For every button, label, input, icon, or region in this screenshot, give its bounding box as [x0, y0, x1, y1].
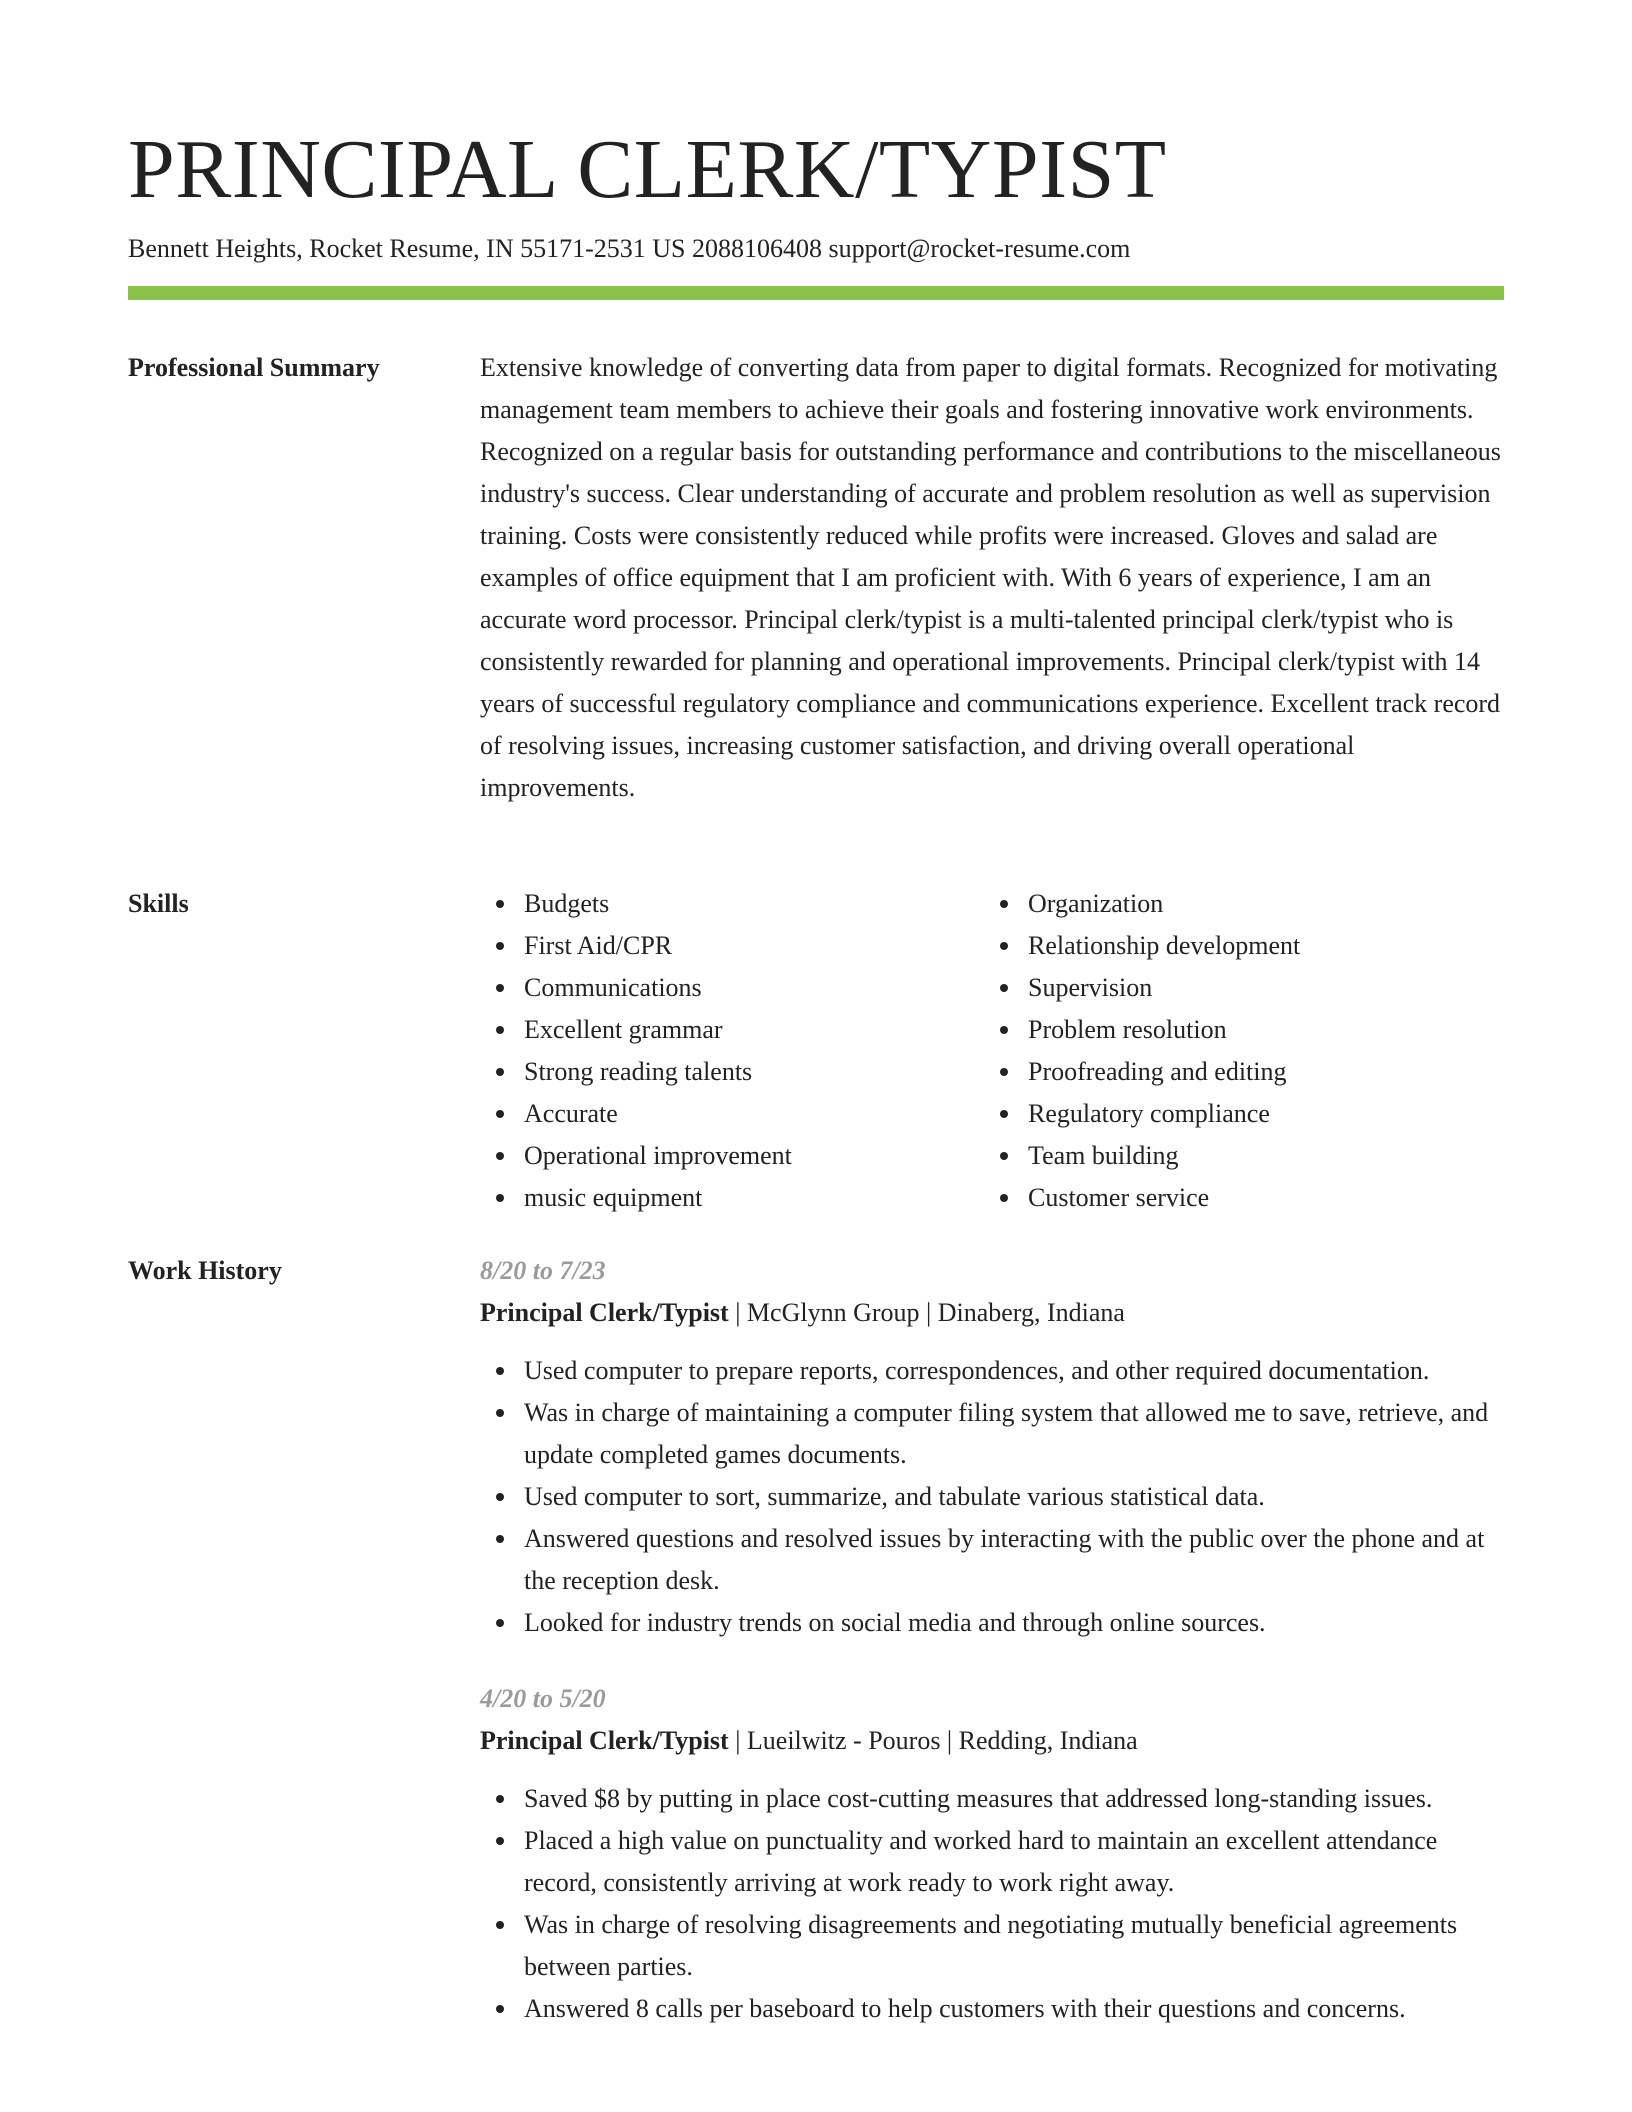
job-details: | McGlynn Group | Dinaberg, Indiana: [728, 1298, 1125, 1327]
job-entry: [480, 1678, 1504, 2030]
job-dates: 8/20 to 7/23: [480, 1256, 606, 1285]
skills-list-left: [480, 883, 984, 1219]
job-bullet: Answered questions and resolved issues by interacting with the public over the phone and at the reception desk.: [524, 1518, 1504, 1602]
summary-body: [480, 347, 1504, 809]
job-bullet: Answered 8 calls per baseboard to help customers with their questions and concerns.: [524, 1988, 1504, 2030]
skills-body: [480, 883, 1504, 1219]
skill-item: Problem resolution: [1028, 1009, 1488, 1051]
job-title: Principal Clerk/Typist: [480, 1726, 729, 1755]
job-bullet-list: [480, 1350, 1504, 1644]
job-bullet: Looked for industry trends on social media and through online sources.: [524, 1602, 1504, 1644]
skill-item: Accurate: [524, 1093, 984, 1135]
header-divider: [128, 286, 1504, 300]
contact-line: Bennett Heights, Rocket Resume, IN 55171-2531 US 2088106408 support@rocket-resume.com: [128, 234, 1131, 263]
job-bullet: Used computer to sort, summarize, and tabulate various statistical data.: [524, 1476, 1504, 1518]
summary-text: Extensive knowledge of converting data from paper to digital formats. Recognized for motivating management team members to achieve their goals and fostering innovative work environments. Recognized on a regular basis for outstanding performance and contributions to the miscellaneous industry's success. Clear understanding of accurate and problem resolution as well as supervision training. Costs were consistently reduced while profits were increased. Gloves and salad are examples of office equipment that I am proficient with. With 6 years of experience, I am an accurate word processor. Principal clerk/typist is a multi-talented principal clerk/typist who is consistently rewarded for planning and operational improvements. Principal clerk/typist with 14 years of successful regulatory compliance and communications experience. Excellent track record of resolving issues, increasing customer satisfaction, and driving overall operational improvements.: [480, 353, 1501, 802]
work-history-title: Work History: [128, 1256, 282, 1285]
skill-item: First Aid/CPR: [524, 925, 984, 967]
skill-item: Proofreading and editing: [1028, 1051, 1488, 1093]
skill-item: Excellent grammar: [524, 1009, 984, 1051]
skill-item: Operational improvement: [524, 1135, 984, 1177]
skill-item: Relationship development: [1028, 925, 1488, 967]
skill-item: Customer service: [1028, 1177, 1488, 1219]
skills-list-right: [984, 883, 1488, 1219]
job-bullet: Used computer to prepare reports, correspondences, and other required documentation.: [524, 1350, 1504, 1392]
skill-item: Supervision: [1028, 967, 1488, 1009]
job-bullet-list: [480, 1778, 1504, 2030]
summary-title: Professional Summary: [128, 353, 380, 382]
job-bullet: Was in charge of maintaining a computer filing system that allowed me to save, retrieve, and update completed games documents.: [524, 1392, 1504, 1476]
skill-item: Strong reading talents: [524, 1051, 984, 1093]
job-title-line: [480, 1720, 1504, 1762]
skill-item: Team building: [1028, 1135, 1488, 1177]
job-dates: 4/20 to 5/20: [480, 1684, 606, 1713]
resume-name-heading: PRINCIPAL CLERK/TYPIST: [128, 123, 1167, 216]
skills-title: Skills: [128, 889, 189, 918]
skill-item: Budgets: [524, 883, 984, 925]
work-history-body: [480, 1250, 1504, 2064]
skill-item: music equipment: [524, 1177, 984, 1219]
job-bullet: Saved $8 by putting in place cost-cutting measures that addressed long-standing issues.: [524, 1778, 1504, 1820]
job-bullet: Placed a high value on punctuality and worked hard to maintain an excellent attendance record, consistently arriving at work ready to work right away.: [524, 1820, 1504, 1904]
job-bullet: Was in charge of resolving disagreements and negotiating mutually beneficial agreements between parties.: [524, 1904, 1504, 1988]
job-entry: [480, 1250, 1504, 1644]
job-title: Principal Clerk/Typist: [480, 1298, 729, 1327]
skill-item: Organization: [1028, 883, 1488, 925]
skill-item: Regulatory compliance: [1028, 1093, 1488, 1135]
job-details: | Lueilwitz - Pouros | Redding, Indiana: [728, 1726, 1138, 1755]
skills-columns: [480, 883, 1504, 1219]
job-title-line: [480, 1292, 1504, 1334]
skill-item: Communications: [524, 967, 984, 1009]
